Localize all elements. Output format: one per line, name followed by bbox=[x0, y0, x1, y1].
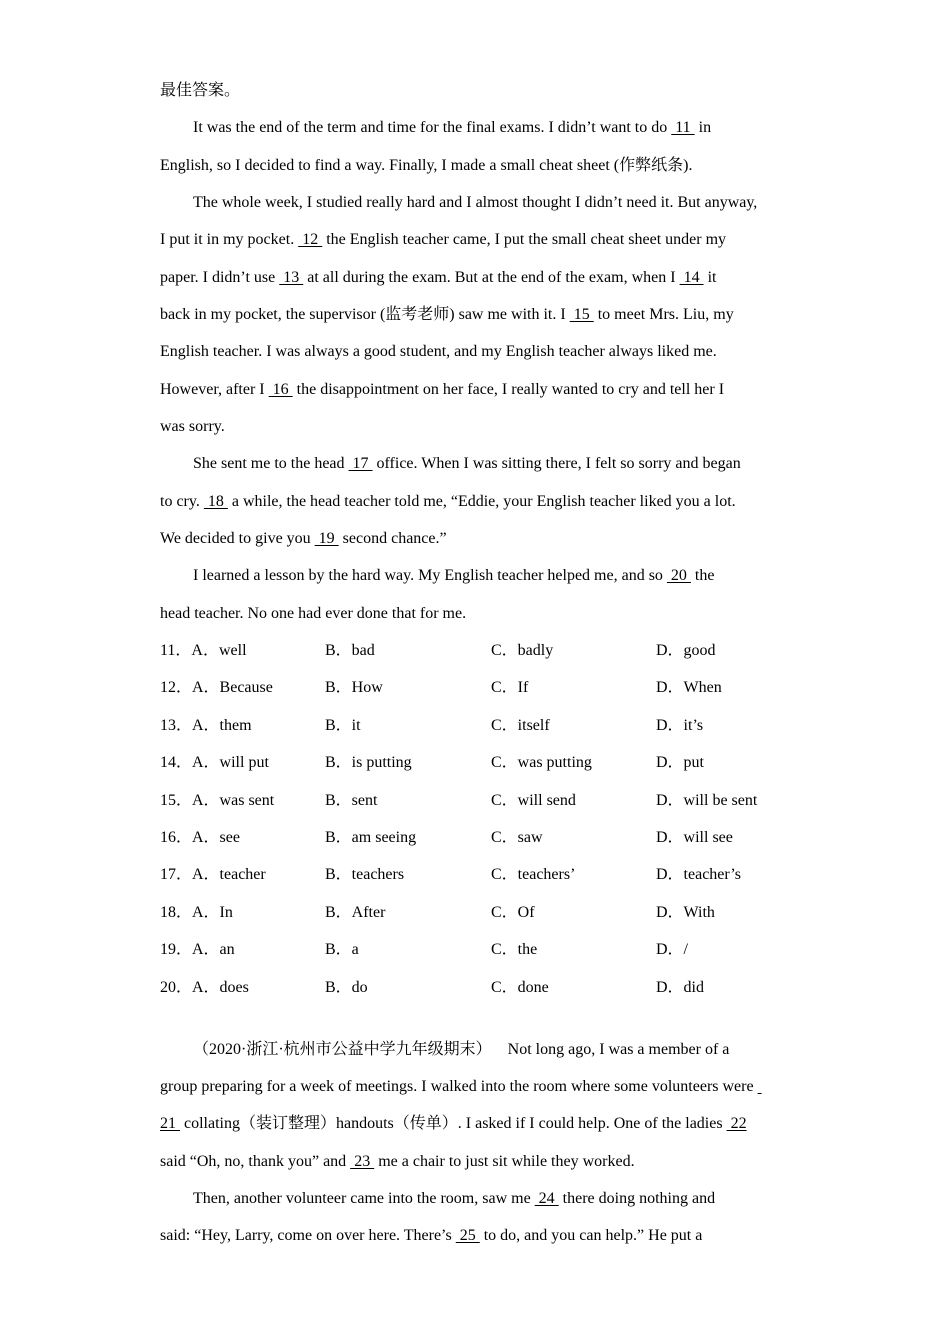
question-20-option-c: C．done bbox=[491, 978, 549, 996]
question-16-option-b: B．am seeing bbox=[325, 829, 417, 846]
p2-line6 bbox=[160, 380, 724, 400]
p5-line4 bbox=[160, 1152, 635, 1172]
question-13-option-a: 13．A．them bbox=[160, 716, 252, 734]
p2-line7: was sorry. bbox=[160, 418, 225, 435]
p6-line2 bbox=[160, 1226, 702, 1246]
text-run: back in my pocket, the supervisor (监考老师) saw me with it. I bbox=[160, 306, 570, 323]
text-run: I put it in my pocket. bbox=[160, 231, 299, 248]
text-run: the bbox=[690, 567, 715, 584]
p3-line1 bbox=[193, 454, 741, 474]
p1-line1 bbox=[193, 118, 711, 138]
question-12-option-d: D．When bbox=[656, 679, 722, 697]
question-11-option-a: 11．A．well bbox=[160, 642, 247, 659]
question-13-option-c: C．itself bbox=[491, 716, 550, 734]
question-17-option-d: D．teacher’s bbox=[656, 866, 742, 884]
p2-line1: The whole week, I studied really hard and I almost thought I didn’t need it. But anyway, bbox=[193, 194, 758, 211]
intro-tail: 最佳答案。 bbox=[160, 82, 241, 99]
text-run: office. When I was sitting there, I felt so sorry and began bbox=[372, 455, 741, 472]
answer-blank: 24 bbox=[534, 1190, 559, 1207]
answer-blank: 12 bbox=[298, 231, 323, 248]
answer-blank: 25 bbox=[455, 1227, 480, 1244]
question-17-option-a: 17．A．teacher bbox=[160, 866, 266, 884]
p1-line2: English, so I decided to find a way. Finally, I made a small cheat sheet (作弊纸条). bbox=[160, 157, 693, 174]
text-run: second chance.” bbox=[338, 530, 447, 547]
answer-blank: 19 bbox=[314, 530, 339, 547]
question-12-option-b: B．How bbox=[325, 679, 383, 697]
text-run: It was the end of the term and time for the final exams. I didn’t want to do bbox=[193, 119, 672, 136]
answer-blank: 11 bbox=[671, 119, 695, 136]
answer-blank: 15 bbox=[569, 306, 594, 323]
question-20-option-d: D．did bbox=[656, 978, 705, 996]
text-run: However, after I bbox=[160, 381, 269, 398]
answer-blank: 16 bbox=[268, 381, 293, 398]
question-16-option-a: 16．A．see bbox=[160, 829, 240, 846]
text-run: to do, and you can help.” He put a bbox=[479, 1227, 703, 1244]
text-run: said: “Hey, Larry, come on over here. There’s bbox=[160, 1227, 456, 1244]
text-run: collating（装订整理）handouts（传单）. I asked if I could help. One of the ladies bbox=[180, 1115, 727, 1132]
question-11-option-d: D．good bbox=[656, 642, 716, 659]
text-run: Then, another volunteer came into the room, saw me bbox=[193, 1190, 535, 1207]
question-11-option-c: C．badly bbox=[491, 642, 554, 659]
question-13-option-d: D．it’s bbox=[656, 716, 704, 734]
text-run: at all during the exam. But at the end of the exam, when I bbox=[303, 269, 680, 286]
text-run: in bbox=[694, 119, 712, 136]
p4-line2: head teacher. No one had ever done that for me. bbox=[160, 605, 467, 622]
question-14-option-b: B．is putting bbox=[325, 754, 412, 772]
question-20-option-b: B．do bbox=[325, 978, 368, 996]
question-12-option-c: C．If bbox=[491, 679, 529, 697]
p5-line1: （2020·浙江·杭州市公益中学九年级期末） Not long ago, I was a member of a bbox=[193, 1041, 730, 1058]
question-19-option-a: 19．A．an bbox=[160, 941, 235, 959]
answer-blank: 18 bbox=[203, 493, 228, 510]
question-15-option-a: 15．A．was sent bbox=[160, 791, 275, 809]
p3-line3 bbox=[160, 529, 447, 549]
answer-blank: 23 bbox=[350, 1153, 375, 1170]
question-14-option-a: 14．A．will put bbox=[160, 754, 269, 772]
question-19-option-c: C．the bbox=[491, 941, 538, 959]
p6-line1 bbox=[193, 1189, 715, 1209]
p2-line2 bbox=[160, 230, 726, 250]
question-20-option-a: 20．A．does bbox=[160, 978, 249, 996]
text-run: it bbox=[703, 269, 717, 286]
p5-line3 bbox=[160, 1114, 747, 1134]
question-16-option-c: C．saw bbox=[491, 829, 543, 846]
question-19-option-b: B．a bbox=[325, 941, 359, 959]
question-11-option-b: B．bad bbox=[325, 642, 375, 659]
p2-line5: English teacher. I was always a good student, and my English teacher always liked me. bbox=[160, 343, 717, 360]
question-15-option-b: B．sent bbox=[325, 791, 378, 809]
answer-blank: 21 bbox=[160, 1115, 180, 1132]
question-15-option-c: C．will send bbox=[491, 791, 576, 809]
question-17-option-b: B．teachers bbox=[325, 866, 405, 884]
text-run: the disappointment on her face, I really wanted to cry and tell her I bbox=[292, 381, 725, 398]
answer-blank: 20 bbox=[666, 567, 691, 584]
question-18-option-a: 18．A．In bbox=[160, 903, 233, 921]
answer-blank: 22 bbox=[726, 1115, 747, 1132]
question-14-option-c: C．was putting bbox=[491, 754, 592, 772]
p2-line3 bbox=[160, 268, 716, 288]
text-run: a while, the head teacher told me, “Eddie, your English teacher liked you a lot. bbox=[227, 493, 736, 510]
answer-blank bbox=[758, 1078, 762, 1095]
text-run: group preparing for a week of meetings. I walked into the room where some volunteers were bbox=[160, 1078, 758, 1095]
answer-blank: 13 bbox=[279, 269, 304, 286]
question-18-option-d: D．With bbox=[656, 903, 715, 921]
question-14-option-d: D．put bbox=[656, 754, 705, 772]
question-17-option-c: C．teachers’ bbox=[491, 866, 576, 884]
answer-blank: 14 bbox=[679, 269, 704, 286]
text-run: to meet Mrs. Liu, my bbox=[593, 306, 734, 323]
text-run: I learned a lesson by the hard way. My English teacher helped me, and so bbox=[193, 567, 667, 584]
question-12-option-a: 12．A．Because bbox=[160, 679, 273, 697]
question-16-option-d: D．will see bbox=[656, 829, 733, 846]
text-run: to cry. bbox=[160, 493, 204, 510]
question-18-option-c: C．Of bbox=[491, 903, 535, 921]
question-15-option-d: D．will be sent bbox=[656, 791, 758, 809]
p2-line4 bbox=[160, 305, 734, 325]
answer-blank: 17 bbox=[348, 455, 373, 472]
p3-line2 bbox=[160, 492, 736, 512]
text-run: She sent me to the head bbox=[193, 455, 349, 472]
question-13-option-b: B．it bbox=[325, 716, 361, 734]
text-run: there doing nothing and bbox=[558, 1190, 716, 1207]
text-run: the English teacher came, I put the small cheat sheet under my bbox=[322, 231, 727, 248]
text-run: said “Oh, no, thank you” and bbox=[160, 1153, 351, 1170]
text-run: paper. I didn’t use bbox=[160, 269, 280, 286]
question-19-option-d: D．/ bbox=[656, 941, 689, 959]
text-run: me a chair to just sit while they worked. bbox=[374, 1153, 635, 1170]
p4-line1 bbox=[193, 566, 714, 586]
text-run: We decided to give you bbox=[160, 530, 315, 547]
p5-line2 bbox=[160, 1077, 762, 1097]
question-18-option-b: B．After bbox=[325, 903, 386, 921]
